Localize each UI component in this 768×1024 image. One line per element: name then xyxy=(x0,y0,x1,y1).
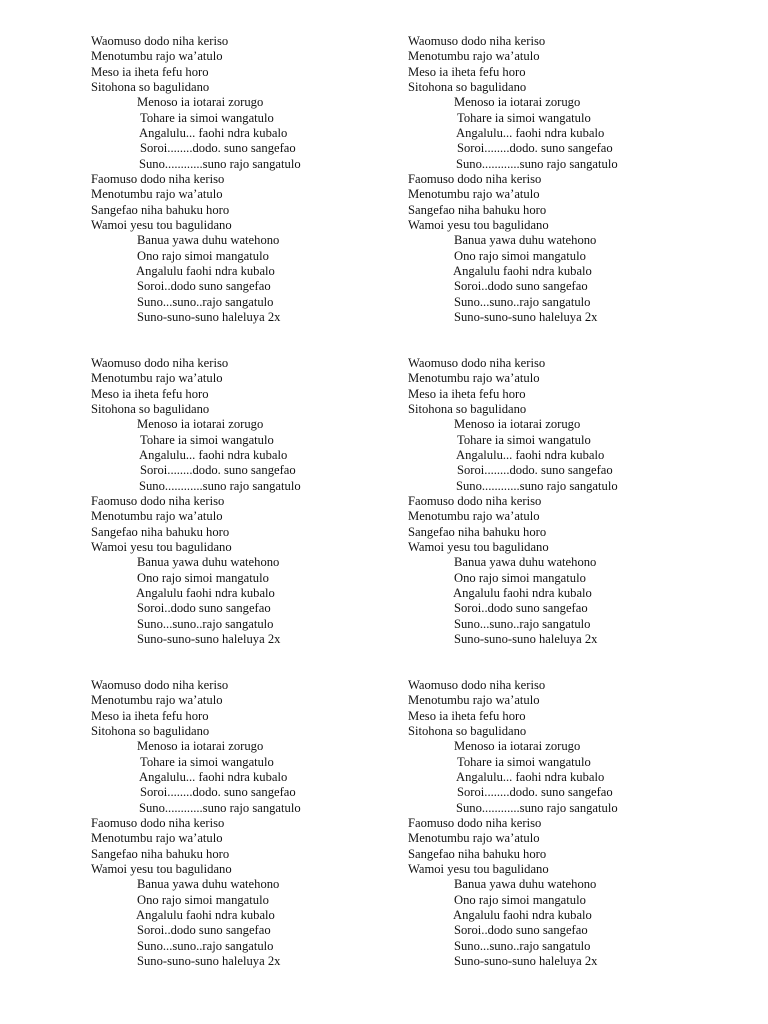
lyric-line: Angalulu faohi ndra kubalo xyxy=(136,586,275,600)
lyric-line: Angalulu... faohi ndra kubalo xyxy=(456,126,605,140)
lyric-line: Angalulu faohi ndra kubalo xyxy=(136,264,275,278)
lyric-line: Banua yawa duhu watehono xyxy=(137,555,280,570)
lyric-line: Soroi........dodo. suno sangefao xyxy=(457,141,613,156)
lyric-line: Angalulu faohi ndra kubalo xyxy=(453,264,592,278)
lyric-line: Sangefao niha bahuku horo xyxy=(91,524,230,539)
lyric-line: Waomuso dodo niha keriso xyxy=(91,678,229,692)
lyric-line: Soroi..dodo suno sangefao xyxy=(454,279,588,294)
lyric-line: Meso ia iheta fefu horo xyxy=(408,708,526,723)
lyric-line: Suno-suno-suno haleluya 2x xyxy=(137,954,281,968)
lyric-line: Waomuso dodo niha keriso xyxy=(408,34,546,48)
lyric-line: Menotumbu rajo wa’atulo xyxy=(91,371,223,386)
lyric-line: Faomuso dodo niha keriso xyxy=(408,172,542,186)
lyric-line: Meso ia iheta fefu horo xyxy=(91,386,209,401)
lyric-line: Faomuso dodo niha keriso xyxy=(408,494,542,508)
lyric-line: Soroi........dodo. suno sangefao xyxy=(457,785,613,800)
lyric-line: Banua yawa duhu watehono xyxy=(137,233,280,248)
lyric-line: Soroi..dodo suno sangefao xyxy=(137,279,271,294)
lyric-line: Wamoi yesu tou bagulidano xyxy=(408,218,549,232)
lyric-line: Soroi..dodo suno sangefao xyxy=(137,601,271,616)
lyric-line: Suno-suno-suno haleluya 2x xyxy=(454,310,598,324)
lyric-line: Suno............suno rajo sangatulo xyxy=(139,800,301,815)
lyric-line: Angalulu... faohi ndra kubalo xyxy=(139,770,288,784)
lyric-line: Angalulu... faohi ndra kubalo xyxy=(456,770,605,784)
lyric-line: Tohare ia simoi wangatulo xyxy=(140,754,274,769)
lyric-line: Wamoi yesu tou bagulidano xyxy=(408,540,549,554)
lyric-line: Tohare ia simoi wangatulo xyxy=(140,432,274,447)
lyric-line: Menotumbu rajo wa’atulo xyxy=(408,187,540,202)
lyric-line: Angalulu faohi ndra kubalo xyxy=(136,908,275,922)
lyric-line: Menotumbu rajo wa’atulo xyxy=(91,509,223,524)
lyric-line: Soroi..dodo suno sangefao xyxy=(137,923,271,938)
lyric-line: Suno-suno-suno haleluya 2x xyxy=(137,632,281,646)
lyric-line: Angalulu... faohi ndra kubalo xyxy=(456,448,605,462)
lyric-line: Soroi..dodo suno sangefao xyxy=(454,923,588,938)
lyric-line: Tohare ia simoi wangatulo xyxy=(140,110,274,125)
lyric-line: Sitohona so bagulidano xyxy=(91,402,210,416)
lyric-line: Banua yawa duhu watehono xyxy=(454,233,597,248)
lyric-line: Sitohona so bagulidano xyxy=(408,80,527,94)
lyric-line: Ono rajo simoi mangatulo xyxy=(137,892,269,907)
lyric-line: Menotumbu rajo wa’atulo xyxy=(91,187,223,202)
lyric-line: Suno-suno-suno haleluya 2x xyxy=(454,954,598,968)
lyric-line: Sangefao niha bahuku horo xyxy=(408,202,547,217)
lyric-line: Ono rajo simoi mangatulo xyxy=(454,892,586,907)
lyric-line: Faomuso dodo niha keriso xyxy=(91,494,225,508)
lyric-line: Sitohona so bagulidano xyxy=(91,80,210,94)
lyric-line: Angalulu faohi ndra kubalo xyxy=(453,586,592,600)
lyric-line: Soroi..dodo suno sangefao xyxy=(454,601,588,616)
lyric-line: Ono rajo simoi mangatulo xyxy=(454,248,586,263)
lyric-line: Menoso ia iotarai zorugo xyxy=(137,739,264,754)
lyric-line: Meso ia iheta fefu horo xyxy=(408,64,526,79)
lyric-line: Menoso ia iotarai zorugo xyxy=(137,95,264,110)
lyric-line: Suno............suno rajo sangatulo xyxy=(456,478,618,493)
lyric-line: Menoso ia iotarai zorugo xyxy=(454,95,581,110)
lyric-line: Tohare ia simoi wangatulo xyxy=(457,110,591,125)
lyric-line: Menotumbu rajo wa’atulo xyxy=(408,831,540,846)
lyric-line: Suno...suno..rajo sangatulo xyxy=(137,294,274,309)
lyric-line: Menotumbu rajo wa’atulo xyxy=(408,693,540,708)
lyric-line: Sangefao niha bahuku horo xyxy=(91,846,230,861)
lyric-line: Angalulu faohi ndra kubalo xyxy=(453,908,592,922)
lyric-line: Soroi........dodo. suno sangefao xyxy=(140,463,296,478)
lyric-line: Soroi........dodo. suno sangefao xyxy=(140,141,296,156)
lyric-line: Suno...suno..rajo sangatulo xyxy=(454,938,591,953)
lyric-line: Banua yawa duhu watehono xyxy=(454,555,597,570)
lyric-line: Suno...suno..rajo sangatulo xyxy=(137,616,274,631)
lyric-line: Menoso ia iotarai zorugo xyxy=(454,739,581,754)
lyric-line: Suno............suno rajo sangatulo xyxy=(139,478,301,493)
lyric-line: Suno...suno..rajo sangatulo xyxy=(454,294,591,309)
lyric-line: Menoso ia iotarai zorugo xyxy=(137,417,264,432)
lyric-line: Suno............suno rajo sangatulo xyxy=(456,800,618,815)
lyric-line: Sangefao niha bahuku horo xyxy=(91,202,230,217)
lyric-line: Banua yawa duhu watehono xyxy=(454,877,597,892)
lyric-line: Suno-suno-suno haleluya 2x xyxy=(137,310,281,324)
lyric-line: Suno-suno-suno haleluya 2x xyxy=(454,632,598,646)
lyric-line: Menotumbu rajo wa’atulo xyxy=(408,509,540,524)
lyric-line: Menoso ia iotarai zorugo xyxy=(454,417,581,432)
lyric-line: Menotumbu rajo wa’atulo xyxy=(408,49,540,64)
lyric-line: Faomuso dodo niha keriso xyxy=(91,172,225,186)
lyric-line: Menotumbu rajo wa’atulo xyxy=(91,693,223,708)
lyric-line: Suno............suno rajo sangatulo xyxy=(139,156,301,171)
lyric-line: Faomuso dodo niha keriso xyxy=(408,816,542,830)
lyric-line: Banua yawa duhu watehono xyxy=(137,877,280,892)
lyric-line: Ono rajo simoi mangatulo xyxy=(454,570,586,585)
lyric-line: Menotumbu rajo wa’atulo xyxy=(408,371,540,386)
lyric-line: Sitohona so bagulidano xyxy=(408,724,527,738)
lyric-line: Sangefao niha bahuku horo xyxy=(408,524,547,539)
lyric-line: Angalulu... faohi ndra kubalo xyxy=(139,448,288,462)
lyric-line: Suno............suno rajo sangatulo xyxy=(456,156,618,171)
lyric-line: Waomuso dodo niha keriso xyxy=(91,356,229,370)
lyric-line: Faomuso dodo niha keriso xyxy=(91,816,225,830)
lyric-line: Meso ia iheta fefu horo xyxy=(91,64,209,79)
lyric-line: Meso ia iheta fefu horo xyxy=(408,386,526,401)
lyric-line: Soroi........dodo. suno sangefao xyxy=(140,785,296,800)
lyric-line: Tohare ia simoi wangatulo xyxy=(457,754,591,769)
lyric-line: Angalulu... faohi ndra kubalo xyxy=(139,126,288,140)
lyric-line: Meso ia iheta fefu horo xyxy=(91,708,209,723)
lyric-line: Sitohona so bagulidano xyxy=(408,402,527,416)
lyric-line: Ono rajo simoi mangatulo xyxy=(137,570,269,585)
lyric-line: Waomuso dodo niha keriso xyxy=(408,678,546,692)
lyric-line: Sitohona so bagulidano xyxy=(91,724,210,738)
lyric-line: Menotumbu rajo wa’atulo xyxy=(91,49,223,64)
lyric-line: Waomuso dodo niha keriso xyxy=(408,356,546,370)
lyric-line: Wamoi yesu tou bagulidano xyxy=(91,862,232,876)
lyric-line: Ono rajo simoi mangatulo xyxy=(137,248,269,263)
lyric-line: Soroi........dodo. suno sangefao xyxy=(457,463,613,478)
lyric-line: Sangefao niha bahuku horo xyxy=(408,846,547,861)
lyric-line: Wamoi yesu tou bagulidano xyxy=(91,540,232,554)
lyric-line: Menotumbu rajo wa’atulo xyxy=(91,831,223,846)
lyric-line: Suno...suno..rajo sangatulo xyxy=(137,938,274,953)
lyric-line: Tohare ia simoi wangatulo xyxy=(457,432,591,447)
lyric-line: Wamoi yesu tou bagulidano xyxy=(91,218,232,232)
lyric-line: Suno...suno..rajo sangatulo xyxy=(454,616,591,631)
lyric-line: Wamoi yesu tou bagulidano xyxy=(408,862,549,876)
lyric-line: Waomuso dodo niha keriso xyxy=(91,34,229,48)
